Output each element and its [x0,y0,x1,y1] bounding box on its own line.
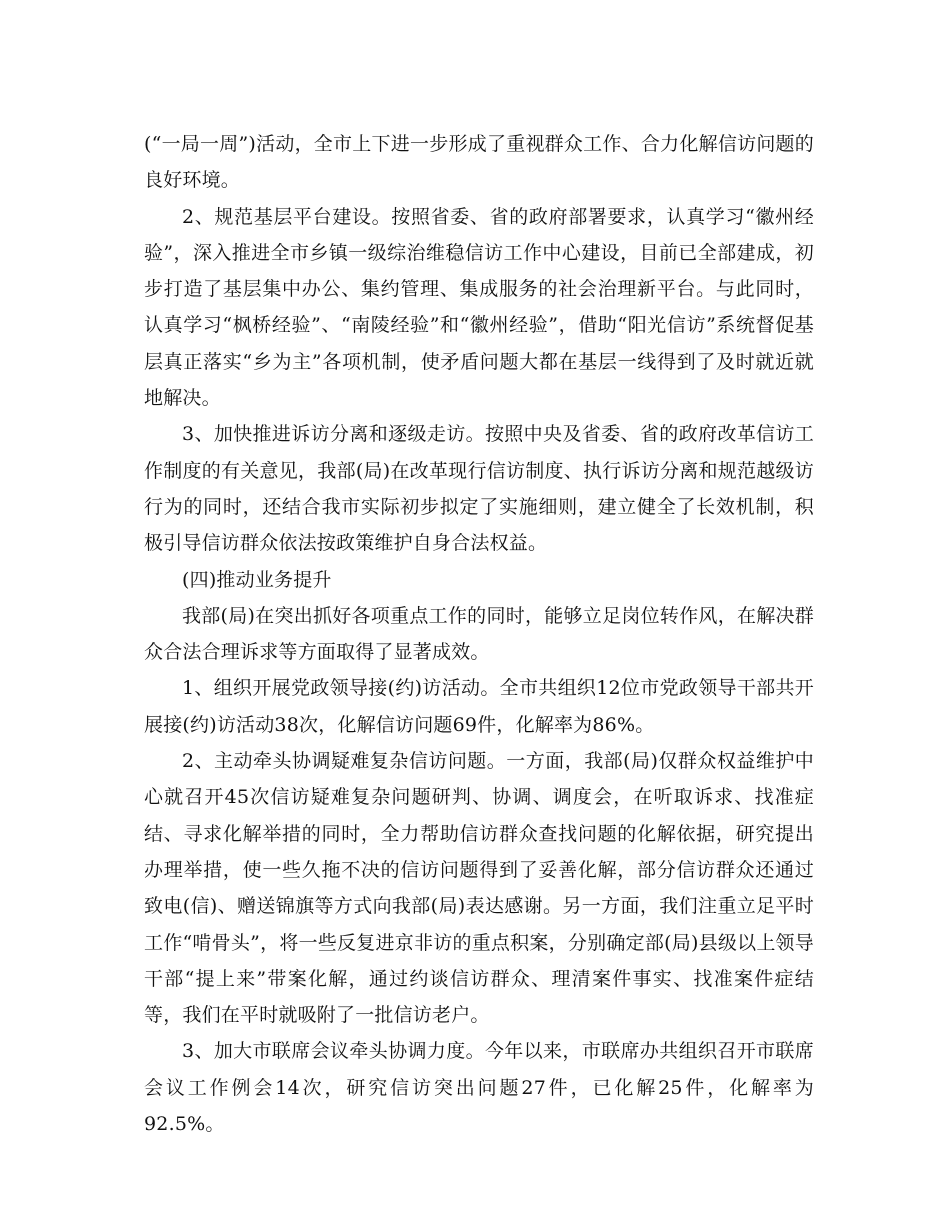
paragraph-difficult-cases: 2、主动牵头协调疑难复杂信访问题。一方面，我部(局)仅群众权益维护中心就召开45次信访疑难复杂问题研判、协调、调度会，在听取诉求、找准症结、寻求化解举措的同时，全力帮助信访群众查找问题的化解依据，研究提出办理举措，使一些久拖不决的信访问题得到了妥善化解，部分信访群众还通过致电(信)、赠送锦旗等方式向我部(局)表达感谢。另一方面，我们注重立足平时工作“啃骨头”，将一些反复进京非访的重点积案，分别确定部(局)县级以上领导干部“提上来”带案化解，通过约谈信访群众、理清案件事实、找准案件症结等，我们在平时就吸附了一批信访老户。 [144,750,814,1027]
paragraph-leader-reception: 1、组织开展党政领导接(约)访活动。全市共组织12位市党政领导干部共开展接(约)访活动38次，化解信访问题69件，化解率为86%。 [144,677,814,736]
document-body [144,126,814,1142]
paragraph-section-intro: 我部(局)在突出抓好各项重点工作的同时，能够立足岗位转作风，在解决群众合法合理诉求等方面取得了显著成效。 [144,604,814,664]
paragraph-joint-meeting: 3、加大市联席会议牵头协调力度。今年以来，市联席办共组织召开市联席会议工作例会14次，研究信访突出问题27件，已化解25件，化解率为92.5%。 [144,1040,814,1136]
paragraph-litigation-separation: 3、加快推进诉访分离和逐级走访。按照中央及省委、省的政府改革信访工作制度的有关意见，我部(局)在改革现行信访制度、执行诉访分离和规范越级访行为的同时，还结合我市实际初步拟定了实施细则，建立健全了长效机制，积极引导信访群众依法按政策维护自身合法权益。 [144,423,814,555]
paragraph-grassroots-platform: 2、规范基层平台建设。按照省委、省的政府部署要求，认真学习“徽州经验”，深入推进全市乡镇一级综治维稳信访工作中心建设，目前已全部建成，初步打造了基层集中办公、集约管理、集成服务的社会治理新平台。与此同时，认真学习“枫桥经验”、“南陵经验”和“徽州经验”，借助“阳光信访”系统督促基层真正落实“乡为主”各项机制，使矛盾问题大都在基层一线得到了及时就近就地解决。 [144,205,814,410]
section-heading-business-improvement: (四)推动业务提升 [182,568,332,591]
paragraph-continuation: (“一局一周”)活动，全市上下进一步形成了重视群众工作、合力化解信访问题的良好环境。 [144,133,814,192]
